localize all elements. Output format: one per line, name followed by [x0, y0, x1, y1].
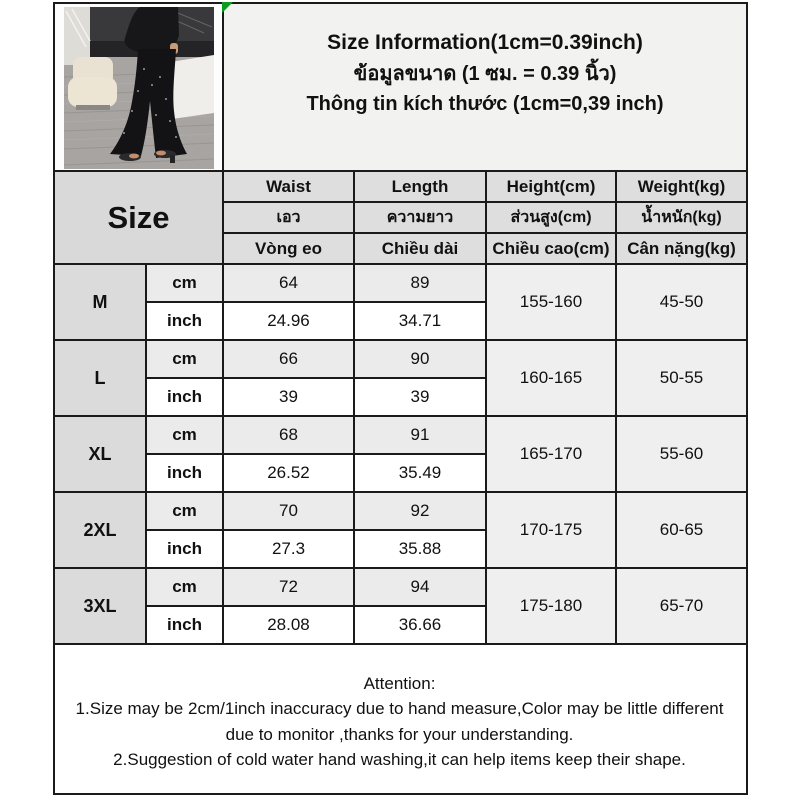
size-chart-sheet [53, 2, 748, 795]
length-inch-m: 34.71 [354, 302, 486, 340]
col-header-waist-th: เอว [223, 202, 354, 233]
waist-cm-2xl: 70 [223, 492, 354, 530]
height-range-xl: 165-170 [486, 416, 616, 492]
col-header-length-th: ความยาว [354, 202, 486, 233]
waist-cm-3xl: 72 [223, 568, 354, 606]
waist-inch-m: 24.96 [223, 302, 354, 340]
waist-inch-2xl: 27.3 [223, 530, 354, 568]
size-label-xl: XL [54, 416, 146, 492]
height-range-m: 155-160 [486, 264, 616, 340]
title-english: Size Information(1cm=0.39inch) [327, 31, 643, 55]
length-inch-2xl: 35.88 [354, 530, 486, 568]
weight-range-2xl: 60-65 [616, 492, 747, 568]
unit-label-cm: cm [146, 568, 223, 606]
size-label-m: M [54, 264, 146, 340]
col-header-length-vi: Chiều dài [354, 233, 486, 264]
size-label-l: L [54, 340, 146, 416]
weight-range-m: 45-50 [616, 264, 747, 340]
title-vietnamese: Thông tin kích thước (1cm=0,39 inch) [306, 92, 664, 115]
unit-label-cm: cm [146, 416, 223, 454]
size-info-header [223, 3, 747, 171]
col-header-weight-vi: Cân nặng(kg) [616, 233, 747, 264]
length-cm-2xl: 92 [354, 492, 486, 530]
title-thai: ข้อมูลขนาด (1 ซม. = 0.39 นิ้ว) [353, 62, 617, 85]
col-header-length-en: Length [354, 171, 486, 202]
col-header-waist-en: Waist [223, 171, 354, 202]
length-cm-xl: 91 [354, 416, 486, 454]
attention-note [54, 644, 747, 794]
height-range-l: 160-165 [486, 340, 616, 416]
weight-range-3xl: 65-70 [616, 568, 747, 644]
unit-label-inch: inch [146, 454, 223, 492]
size-chart-table [53, 2, 748, 795]
unit-label-inch: inch [146, 530, 223, 568]
product-photo [64, 7, 214, 169]
unit-label-inch: inch [146, 606, 223, 644]
col-header-weight-en: Weight(kg) [616, 171, 747, 202]
height-range-3xl: 175-180 [486, 568, 616, 644]
height-range-2xl: 170-175 [486, 492, 616, 568]
waist-cm-l: 66 [223, 340, 354, 378]
attention-title: Attention: [363, 673, 436, 693]
length-inch-l: 39 [354, 378, 486, 416]
col-header-weight-th: น้ำหนัก(kg) [616, 202, 747, 233]
size-label-2xl: 2XL [54, 492, 146, 568]
weight-range-xl: 55-60 [616, 416, 747, 492]
col-header-height-vi: Chiều cao(cm) [486, 233, 616, 264]
size-column-title: Size [54, 171, 223, 264]
size-label-3xl: 3XL [54, 568, 146, 644]
length-cm-m: 89 [354, 264, 486, 302]
waist-cm-xl: 68 [223, 416, 354, 454]
attention-line-2: 2.Suggestion of cold water hand washing,it can help items keep their shape. [113, 750, 686, 769]
col-header-height-th: ส่วนสูง(cm) [486, 202, 616, 233]
waist-inch-xl: 26.52 [223, 454, 354, 492]
col-header-height-en: Height(cm) [486, 171, 616, 202]
unit-label-inch: inch [146, 302, 223, 340]
waist-inch-3xl: 28.08 [223, 606, 354, 644]
waist-cm-m: 64 [223, 264, 354, 302]
length-cm-l: 90 [354, 340, 486, 378]
product-photo-cell [54, 3, 223, 171]
weight-range-l: 50-55 [616, 340, 747, 416]
unit-label-cm: cm [146, 340, 223, 378]
length-cm-3xl: 94 [354, 568, 486, 606]
length-inch-3xl: 36.66 [354, 606, 486, 644]
comment-marker-triangle [222, 2, 233, 13]
waist-inch-l: 39 [223, 378, 354, 416]
length-inch-xl: 35.49 [354, 454, 486, 492]
unit-label-inch: inch [146, 378, 223, 416]
attention-line-1: 1.Size may be 2cm/1inch inaccuracy due to hand measure,Color may be little different due to monitor ,thanks for your understanding. [75, 699, 724, 744]
unit-label-cm: cm [146, 264, 223, 302]
unit-label-cm: cm [146, 492, 223, 530]
col-header-waist-vi: Vòng eo [223, 233, 354, 264]
